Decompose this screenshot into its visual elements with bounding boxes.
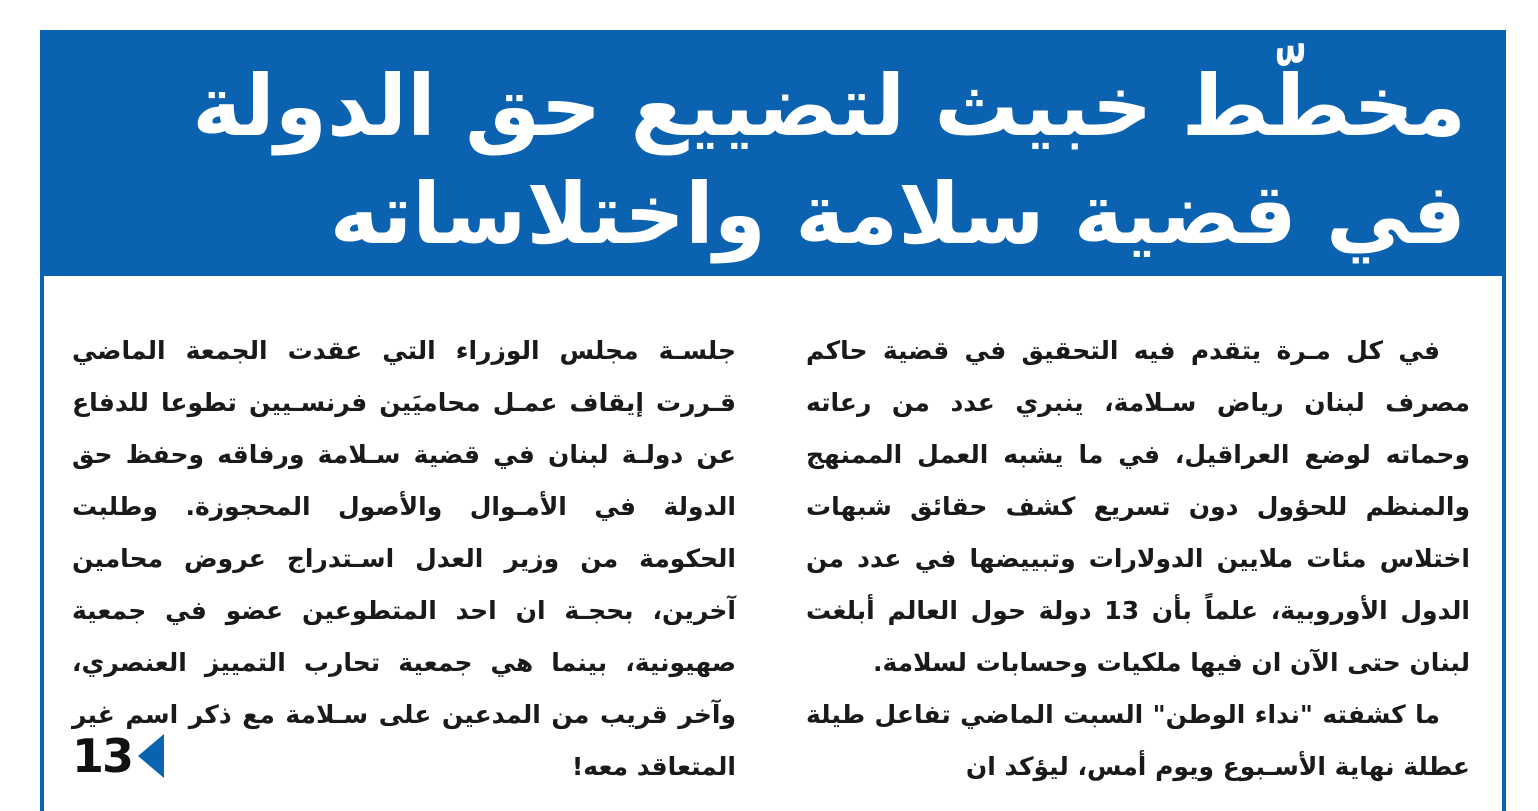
article-paragraph: جلسـة مجلس الوزراء التي عقدت الجمعة الماضي قـررت إيقاف عمـل محاميَين فرنسـيين تطوعا للدفاع عن دولـة لبنان في قضية سـلامة ورفاقه وحفظ حق الدولة في الأمـوال والأصول المحجوزة. وطلبت الحكومة من وزير العدل اسـتدراج عروض محامين آخرين، بحجـة ان احد المتطوعين عضو في جمعية صهيونية، بينما هي جمعية تحارب التمييز العنصري، وآخر قريب من المدعين على سـلامة مع ذكر اسم غير المتعاقد معه!: [72, 336, 736, 781]
headline: [80, 52, 1466, 268]
article-column-right: [806, 325, 1470, 793]
article-column-left: [72, 325, 736, 793]
headline-banner: [40, 30, 1506, 276]
article-paragraph: في كل مـرة يتقدم فيه التحقيق في قضية حاكم مصرف لبنان رياض سـلامة، ينبري عدد من رعاته وحماته لوضع العراقيل، في ما يشبه العمل الممنهج والمنظم للحؤول دون تسريع كشف حقائق شبهات اختلاس مئات ملايين الدولارات وتبييضها في عدد من الدول الأوروبية، علماً بأن 13 دولة حول العالم أبلغت لبنان حتى الآن ان فيها ملكيات وحسابات لسلامة.: [806, 336, 1470, 677]
headline-line-2: في قضية سلامة واختلاساته: [329, 165, 1466, 263]
headline-line-1: مخطّط خبيث لتضييع حق الدولة: [192, 57, 1466, 155]
triangle-left-icon: [138, 734, 164, 778]
page-number-text: 13: [72, 729, 133, 783]
page-number: [72, 728, 164, 784]
article-paragraph: ما كشفته "نداء الوطن" السبت الماضي تفاعل طيلة عطلة نهاية الأسـبوع ويوم أمس، ليؤكد ان: [806, 700, 1470, 781]
